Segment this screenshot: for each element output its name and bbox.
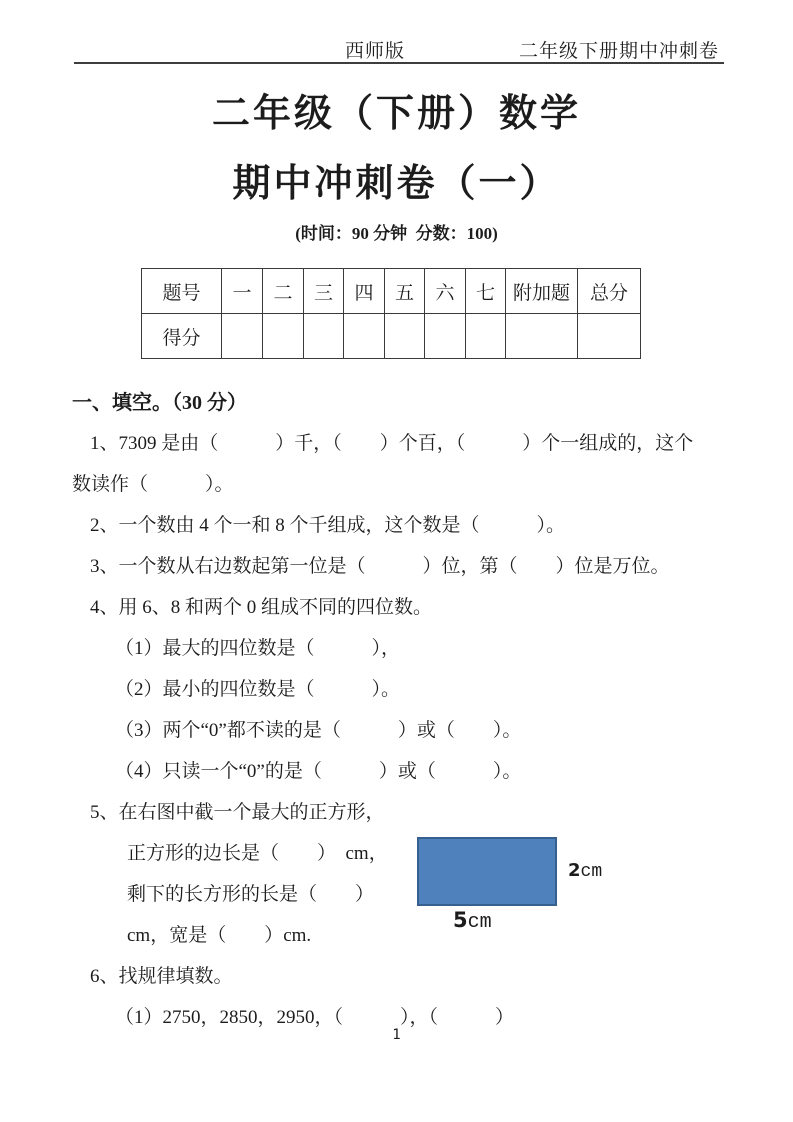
cell-col-1: 一 [222, 269, 263, 314]
cell-score-3 [304, 314, 344, 359]
cell-score-2 [263, 314, 304, 359]
table-row-scores [142, 314, 641, 359]
q4-sub-4: （4）只读一个“0”的是（ ）或（ ）。 [115, 761, 522, 782]
paper-title-line1: 二年级（下册）数学 [211, 93, 581, 135]
paper-title-line2: 期中冲刺卷（一） [232, 163, 561, 205]
header-rule [74, 62, 724, 64]
section-1-fill-in-blanks [72, 380, 772, 1036]
cell-col-5: 五 [385, 269, 425, 314]
q1-line-2: 数读作（ ）。 [72, 474, 234, 495]
time-score-info: (时间：90 分钟 分数：100) [295, 224, 498, 243]
cell-col-7: 七 [466, 269, 506, 314]
cell-score-label: 得分 [142, 314, 222, 359]
width-dimension-label [453, 908, 492, 934]
q4-sub-2: （2）最小的四位数是（ ）。 [115, 679, 401, 700]
q5-line-1: 5、在右图中截一个最大的正方形， [90, 802, 385, 823]
dimension-rectangle [417, 837, 557, 906]
width-unit: cm [467, 911, 492, 934]
cell-score-5 [385, 314, 425, 359]
cell-question-no-label: 题号 [142, 269, 222, 314]
cell-col-bonus: 附加题 [506, 269, 578, 314]
q4-sub-1: （1）最大的四位数是（ ）， [115, 638, 401, 659]
section-1-title: 一、填空。（30 分） [72, 392, 247, 414]
q4-line: 4、用 6、8 和两个 0 组成不同的四位数。 [90, 597, 433, 618]
page-number: 1 [392, 1027, 401, 1043]
width-value: 5 [453, 908, 468, 932]
cell-col-3: 三 [304, 269, 344, 314]
q5-line-4: cm，宽是（ ）cm. [127, 925, 312, 946]
table-row-question-numbers [142, 269, 641, 314]
cell-col-2: 二 [263, 269, 304, 314]
cell-col-6: 六 [425, 269, 466, 314]
header-publisher: 西师版 [345, 41, 406, 62]
q2-line: 2、一个数由 4 个一和 8 个千组成，这个数是（ ）。 [90, 515, 566, 536]
q1-line-1: 1、7309 是由（ ）千，（ ）个百，（ ）个一组成的，这个 [90, 433, 694, 454]
score-table [141, 268, 641, 359]
cell-score-7 [466, 314, 506, 359]
cell-score-total [578, 314, 641, 359]
q5-line-3: 剩下的长方形的长是（ ） [127, 884, 375, 905]
cell-score-1 [222, 314, 263, 359]
height-unit: cm [580, 862, 603, 882]
height-dimension-label [568, 860, 602, 882]
header-booklet-title: 二年级下册期中冲刺卷 [518, 41, 719, 62]
q5-line-2: 正方形的边长是（ ） cm， [127, 843, 388, 864]
cell-col-total: 总分 [578, 269, 641, 314]
height-value: 2 [568, 860, 581, 881]
cell-score-4 [344, 314, 385, 359]
q6-line: 6、找规律填数。 [90, 966, 233, 987]
cell-col-4: 四 [344, 269, 385, 314]
cell-score-bonus [506, 314, 578, 359]
q3-line: 3、一个数从右边数起第一位是（ ）位，第（ ）位是万位。 [90, 556, 670, 577]
cell-score-6 [425, 314, 466, 359]
q6-sub-1: （1）2750，2850，2950，（ ），（ ） [115, 1007, 515, 1028]
q4-sub-3: （3）两个“0”都不读的是（ ）或（ ）。 [115, 720, 522, 741]
